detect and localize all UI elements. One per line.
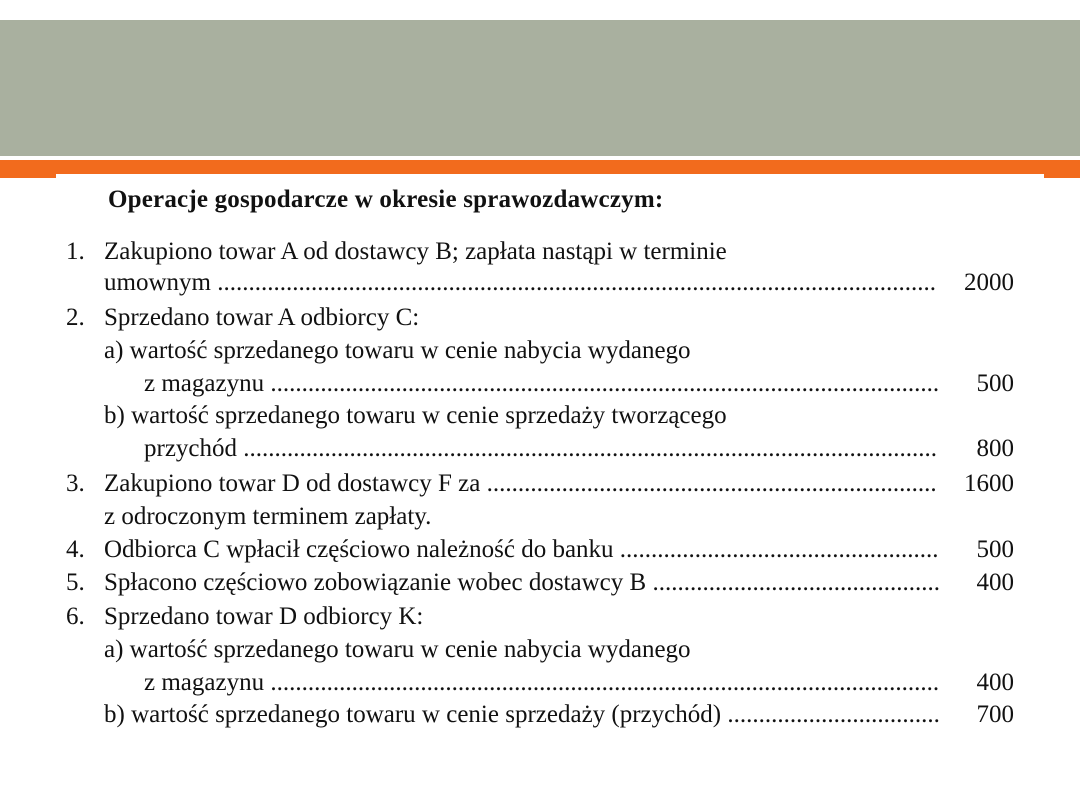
list-item-1-line2 [0,267,1080,299]
subitem-text: b) wartość sprzedanego towaru w cenie sprzedaży tworzącego [104,402,727,429]
list-item-6-line1 [0,601,1080,633]
dot-leader: ........................................................................................................... [270,669,940,696]
item-text: Sprzedano towar D odbiorcy K: [104,603,424,630]
item-number: 6. [66,603,85,630]
list-item-4 [0,534,1080,566]
item-amount: 400 [976,669,1014,696]
item-number: 3. [66,470,85,497]
item-amount: 500 [976,370,1014,397]
list-item-1-line1 [0,236,1080,268]
list-item-2b-line1 [0,400,1080,432]
dot-leader: ............................................................................................................... [243,435,938,462]
item-number: 1. [66,238,85,265]
list-item-3-line1 [0,468,1080,500]
item-amount: 700 [976,701,1014,728]
list-item-6b-line1 [0,699,1080,731]
subitem-text: a) wartość sprzedanego towaru w cenie nabycia wydanego [104,636,691,663]
item-number: 4. [66,536,85,563]
list-item-5 [0,567,1080,599]
list-item-3-line2 [0,501,1080,533]
item-text-with-leader [104,534,944,566]
title-band [0,20,1080,156]
item-text: Zakupiono towar D od dostawcy F za [104,470,481,497]
item-text-with-leader [144,433,944,465]
item-text: z odroczonym terminem zapłaty. [104,503,432,530]
list-item-2-line1 [0,302,1080,334]
item-number: 5. [66,569,85,596]
item-amount: 800 [976,435,1014,462]
list-item-2b-line2 [0,433,1080,465]
subitem-text: z magazynu [144,370,265,397]
item-text: Zakupiono towar A od dostawcy B; zapłata nastąpi w terminie [104,238,727,265]
item-text-with-leader [104,567,944,599]
item-text-with-leader [144,667,944,699]
list-item-2a-line2 [0,368,1080,400]
subitem-text: b) wartość sprzedanego towaru w cenie sprzedaży (przychód) [104,701,722,728]
item-text: Odbiorca C wpłacił częściowo należność do banku [104,536,614,563]
subitem-text: a) wartość sprzedanego towaru w cenie nabycia wydanego [104,337,691,364]
list-item-2a-line1 [0,335,1080,367]
item-text-with-leader [104,699,944,731]
dot-leader: ........................................................................ [486,470,937,497]
list-item-6a-line2 [0,667,1080,699]
list-item-6a-line1 [0,634,1080,666]
dot-leader: .............................................. [652,569,940,596]
item-text: Spłacono częściowo zobowiązanie wobec dostawcy B [104,569,647,596]
item-amount: 1600 [964,470,1014,497]
page-heading: Operacje gospodarcze w okresie sprawozdawczym: [108,186,664,213]
subitem-text: z magazynu [144,669,265,696]
item-amount: 2000 [964,269,1014,296]
item-amount: 400 [976,569,1014,596]
item-text-with-leader [144,368,944,400]
item-text: umownym [104,269,211,296]
dot-leader: ........................................................................................................... [270,370,940,397]
dot-leader: .................................. [727,701,940,728]
item-text: Sprzedano towar A odbiorcy C: [104,304,420,331]
item-number: 2. [66,304,85,331]
dot-leader: ................................................... [619,536,939,563]
item-amount: 500 [976,536,1014,563]
item-text-with-leader [104,468,944,500]
subitem-text: przychód [144,435,238,462]
item-text-with-leader [104,267,944,299]
dot-leader: ................................................................................................................... [217,269,936,296]
